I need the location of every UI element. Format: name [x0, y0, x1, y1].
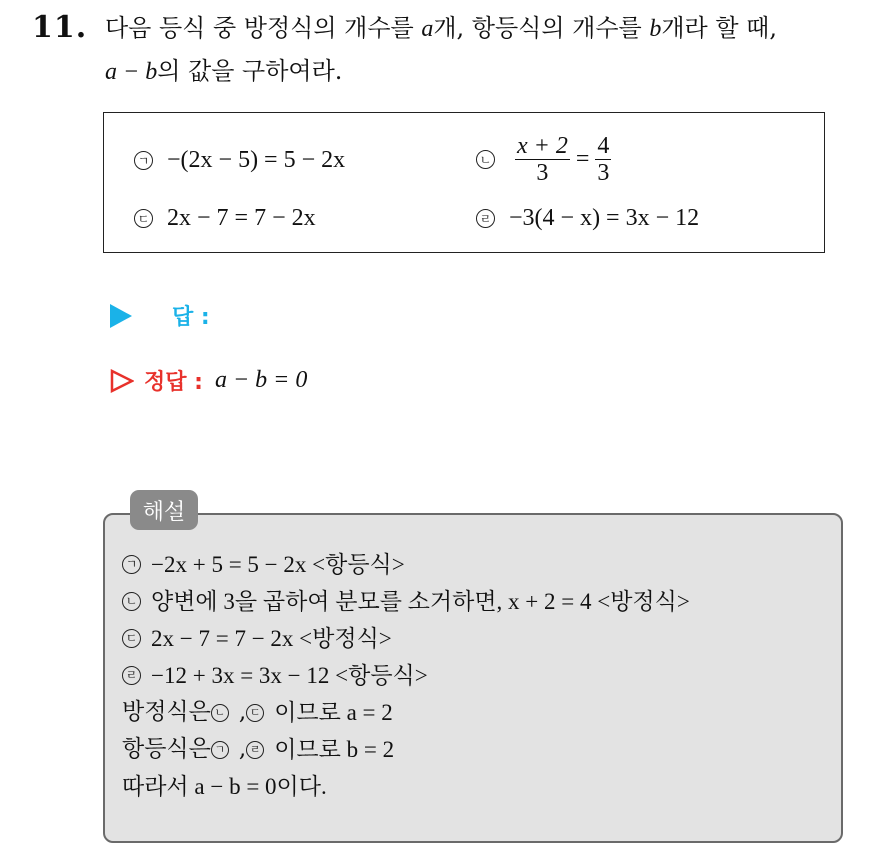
- explanation-tab: 해설: [130, 490, 198, 530]
- question-text-line1: [105, 12, 777, 45]
- explanation-text-4: −12 + 3x = 3x − 12 <항등식>: [151, 663, 428, 688]
- question-number: 11.: [32, 10, 88, 45]
- solution-label: 정답 :: [144, 370, 203, 395]
- explanation-lines: [122, 546, 690, 805]
- choice-d: [476, 205, 699, 232]
- choice-b-denominator: 3: [515, 159, 570, 186]
- explanation-line-5: [122, 694, 690, 731]
- choice-d-expression: −3(4 − x) = 3x − 12: [509, 205, 700, 231]
- explanation-marker-2: ㄴ: [122, 592, 141, 611]
- choice-marker-c: ㄷ: [134, 209, 153, 228]
- explanation-text-1: −2x + 5 = 5 − 2x <항등식>: [151, 552, 405, 577]
- question-text-line2-suffix: 의 값을 구하여라.: [157, 57, 343, 85]
- choice-c: [134, 205, 316, 232]
- explanation-text-5-prefix: 방정식은: [122, 699, 211, 725]
- choice-b-equals: =: [575, 146, 590, 172]
- choice-marker-b: ㄴ: [476, 150, 495, 169]
- solution-row: [110, 365, 307, 396]
- explanation-marker-4: ㄹ: [122, 666, 141, 685]
- question-expression: a − b: [105, 59, 158, 85]
- explanation-text-6-suffix: 이므로 b = 2: [274, 737, 395, 762]
- explanation-line-4: [122, 657, 690, 694]
- choice-marker-a: ㄱ: [134, 151, 153, 170]
- play-arrow-icon: [110, 304, 132, 328]
- explanation-text-3: 2x − 7 = 7 − 2x <방정식>: [151, 626, 392, 651]
- comma: ,: [238, 736, 247, 762]
- variable-a: a: [421, 16, 434, 42]
- choice-b: [476, 133, 617, 186]
- outline-arrow-icon: [110, 369, 134, 393]
- explanation-text-7: 따라서 a − b = 0이다.: [122, 774, 327, 799]
- choices-box: [103, 112, 825, 253]
- explanation-marker-5a: ㄴ: [211, 704, 229, 722]
- choice-b-rhs-numerator: 4: [597, 133, 610, 159]
- explanation-line-6: [122, 731, 690, 768]
- explanation-marker-6b: ㄹ: [246, 741, 264, 759]
- explanation-line-2: [122, 583, 690, 620]
- choice-b-rhs-denominator: 3: [597, 160, 610, 186]
- explanation-line-1: [122, 546, 690, 583]
- choice-b-lhs-fraction: [515, 133, 570, 186]
- solution-expression: a − b = 0: [214, 367, 308, 393]
- choice-b-numerator: x + 2: [517, 133, 568, 159]
- explanation-marker-3: ㄷ: [122, 629, 141, 648]
- question-text-line2: [105, 55, 342, 88]
- question-text-prefix: 다음 등식 중 방정식의 개수를: [105, 14, 422, 42]
- variable-b: b: [649, 16, 662, 42]
- choice-a: [134, 147, 345, 174]
- choice-c-expression: 2x − 7 = 7 − 2x: [167, 205, 316, 231]
- explanation-marker-6a: ㄱ: [211, 741, 229, 759]
- explanation-marker-1: ㄱ: [122, 555, 141, 574]
- choice-marker-d: ㄹ: [476, 209, 495, 228]
- question-text-suffix: 개라 할 때,: [661, 14, 777, 42]
- question-text-mid: 개, 항등식의 개수를: [433, 14, 650, 42]
- answer-row: [110, 300, 210, 331]
- explanation-text-6-prefix: 항등식은: [122, 736, 211, 762]
- choice-a-expression: −(2x − 5) = 5 − 2x: [167, 147, 346, 173]
- explanation-text-2: 양변에 3을 곱하여 분모를 소거하면, x + 2 = 4 <방정식>: [151, 589, 690, 614]
- explanation-line-3: [122, 620, 690, 657]
- comma: ,: [238, 699, 247, 725]
- explanation-marker-5b: ㄷ: [246, 704, 264, 722]
- choice-b-rhs-fraction: [595, 133, 611, 186]
- explanation-text-5-suffix: 이므로 a = 2: [274, 700, 393, 725]
- answer-label: 답 :: [172, 305, 210, 330]
- explanation-line-7: [122, 768, 690, 805]
